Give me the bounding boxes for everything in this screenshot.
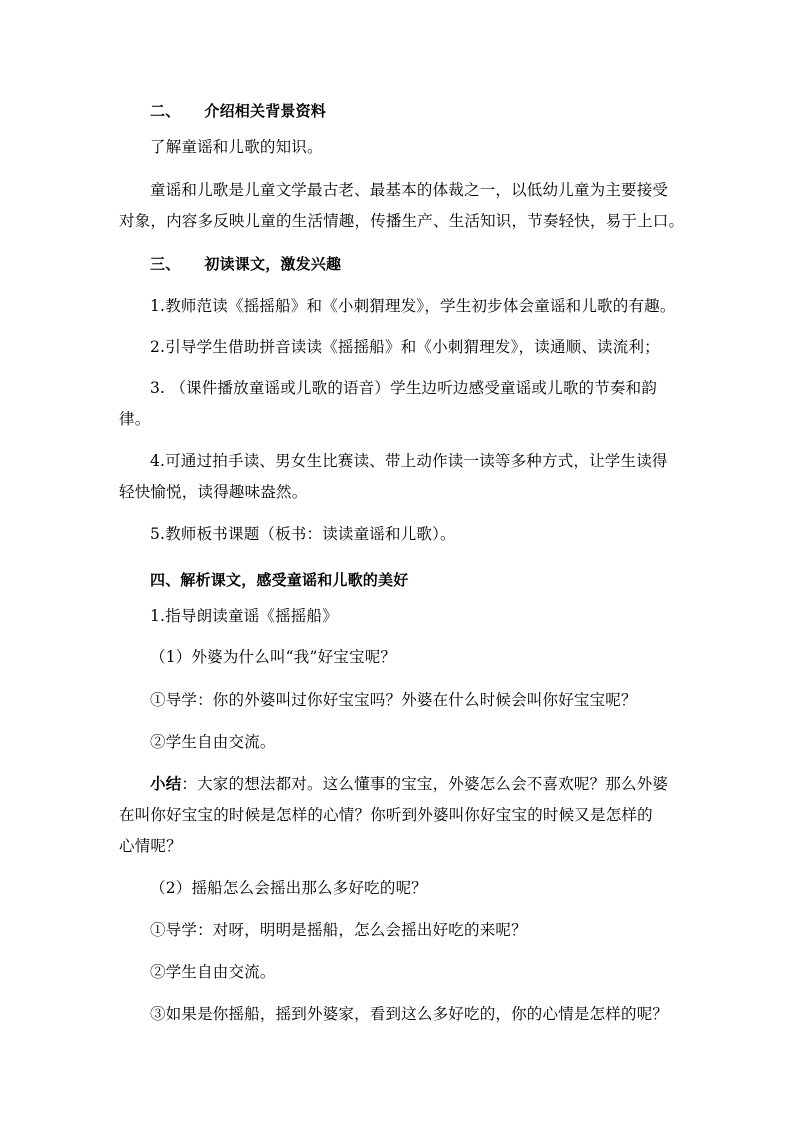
guide-step: ③如果是你摇船，摇到外婆家，看到这么多好吃的，你的心情是怎样的呢？ <box>150 1005 669 1023</box>
list-item: 5.教师板书课题（板书：读读童谣和儿歌）。 <box>150 525 456 543</box>
summary-text: ：大家的想法都对。这么懂事的宝宝，外婆怎么会不喜欢呢？那么外婆 <box>181 775 669 793</box>
question: （2）摇船怎么会摇出那么多好吃的呢？ <box>150 879 427 897</box>
list-item-line: 4.可通过拍手读、男女生比赛读、带上动作读一读等多种方式，让学生读得 <box>150 452 668 470</box>
list-item: 2.引导学生借助拼音读读《摇摇船》和《小刺猬理发》，读通顺、读流利； <box>150 338 660 356</box>
section-title: 介绍相关背景资料 <box>204 102 327 120</box>
list-item-line: 律。 <box>119 410 151 428</box>
summary-line: 在叫你好宝宝的时候是怎样的心情？你听到外婆叫你好宝宝的时候又是怎样的 <box>119 806 653 824</box>
question: （1）外婆为什么叫“我”好宝宝呢？ <box>150 648 397 666</box>
guide-step: ①导学：对呀，明明是摇船，怎么会摇出好吃的来呢？ <box>150 921 527 939</box>
guide-step: ②学生自由交流。 <box>150 733 276 751</box>
summary-line: 心情呢？ <box>119 837 182 855</box>
summary-label: 小结 <box>150 774 182 793</box>
guide-step: ①导学：你的外婆叫过你好宝宝吗？外婆在什么时候会叫你好宝宝呢？ <box>150 691 637 709</box>
section-number: 二、 <box>150 102 181 120</box>
section-heading-4: 四、解析课文，感受童谣和儿歌的美好 <box>150 571 409 589</box>
list-item-line: 轻快愉悦，读得趣味盎然。 <box>119 483 308 501</box>
list-item-line: 3. （课件播放童谣或儿歌的语音）学生边听边感受童谣或儿歌的节奏和韵 <box>150 379 658 397</box>
section-heading-2 <box>150 100 326 122</box>
paragraph-line: 童谣和儿歌是儿童文学最古老、最基本的体裁之一，以低幼儿童为主要接受 <box>150 181 669 199</box>
paragraph-line: 对象，内容多反映儿童的生活情趣，传播生产、生活知识，节奏轻快，易于上口。 <box>119 212 685 230</box>
section-title: 初读课文，激发兴趣 <box>204 255 342 273</box>
summary-line <box>150 773 668 795</box>
section-number: 三、 <box>150 255 181 273</box>
list-item: 1.指导朗读童谣《摇摇船》 <box>150 607 338 625</box>
section-heading-3 <box>150 253 341 275</box>
guide-step: ②学生自由交流。 <box>150 963 276 981</box>
paragraph: 了解童谣和儿歌的知识。 <box>150 138 323 156</box>
list-item: 1.教师范读《摇摇船》和《小刺猬理发》，学生初步体会童谣和儿歌的有趣。 <box>150 297 676 315</box>
